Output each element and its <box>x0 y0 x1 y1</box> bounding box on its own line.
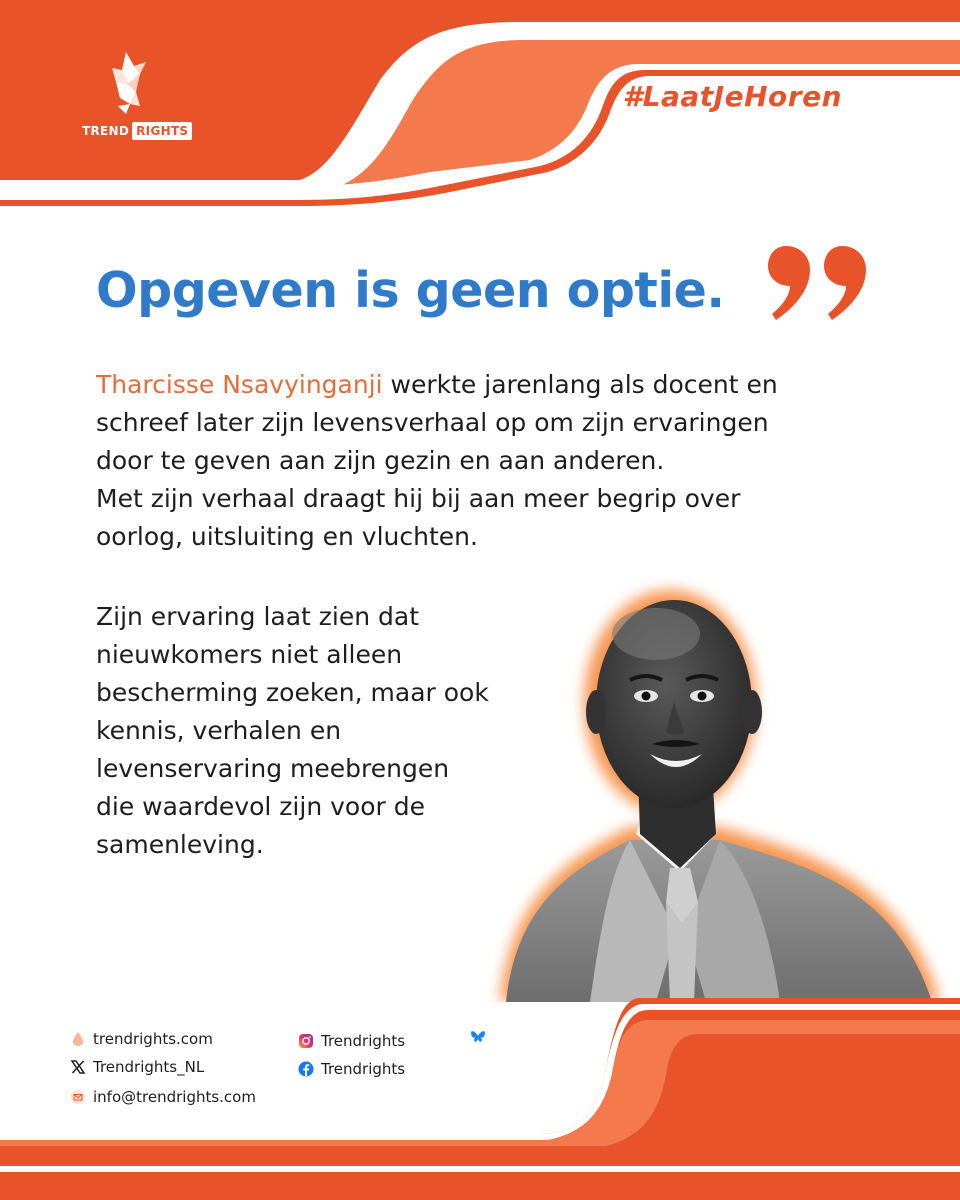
instagram-icon <box>298 1033 314 1049</box>
footer-bluesky-text: Trendrights <box>493 1028 578 1046</box>
logo-word-rights: RIGHTS <box>132 122 192 140</box>
butterfly-icon <box>470 1029 486 1045</box>
facebook-icon <box>298 1061 314 1077</box>
intro-line-5: oorlog, uitsluiting en vluchten. <box>96 522 478 551</box>
footer-contacts <box>70 1028 630 1128</box>
footer-facebook-text: Trendrights <box>321 1060 406 1078</box>
footer-email[interactable] <box>70 1088 256 1106</box>
mail-icon <box>70 1089 86 1105</box>
origami-bird-icon <box>100 48 152 118</box>
logo-wordmark <box>82 120 192 142</box>
intro-line-2: schreef later zijn levensverhaal op om zijn ervaringen <box>96 408 769 437</box>
second-line-7: samenleving. <box>96 830 264 859</box>
intro-paragraph <box>96 366 876 556</box>
intro-line-3: door te geven aan zijn gezin en aan anderen. <box>96 446 665 475</box>
headline: Opgeven is geen optie. <box>96 262 725 319</box>
footer-website-text: trendrights.com <box>93 1030 213 1048</box>
footer-email-text: info@trendrights.com <box>93 1088 256 1106</box>
intro-line-4: Met zijn verhaal draagt hij bij aan meer begrip over <box>96 484 741 513</box>
footer-instagram-text: Trendrights <box>321 1032 406 1050</box>
second-line-3: bescherming zoeken, maar ook <box>96 678 489 707</box>
footer-x-handle[interactable] <box>70 1058 204 1076</box>
intro-line-1: werkte jarenlang als docent en <box>382 370 778 399</box>
subject-name: Tharcisse Nsavyinganji <box>96 370 383 399</box>
logo-word-trend: TREND <box>82 124 130 138</box>
x-logo-icon <box>70 1059 86 1075</box>
closing-quote-icon <box>764 240 868 326</box>
trendrights-logo <box>78 48 189 138</box>
footer-instagram[interactable] <box>298 1032 405 1050</box>
second-line-4: kennis, verhalen en <box>96 716 342 745</box>
drop-icon <box>70 1031 86 1047</box>
second-line-2: nieuwkomers niet alleen <box>96 640 403 669</box>
second-line-1: Zijn ervaring laat zien dat <box>96 602 420 631</box>
footer-facebook[interactable] <box>298 1060 405 1078</box>
footer-x-text: Trendrights_NL <box>93 1058 205 1076</box>
campaign-hashtag: #LaatJeHoren <box>622 80 842 113</box>
footer-bluesky[interactable] <box>470 1028 577 1046</box>
second-line-5: levenservaring meebrengen <box>96 754 450 783</box>
footer-website[interactable] <box>70 1030 213 1048</box>
second-line-6: die waardevol zijn voor de <box>96 792 425 821</box>
portrait-photo <box>480 572 950 1002</box>
